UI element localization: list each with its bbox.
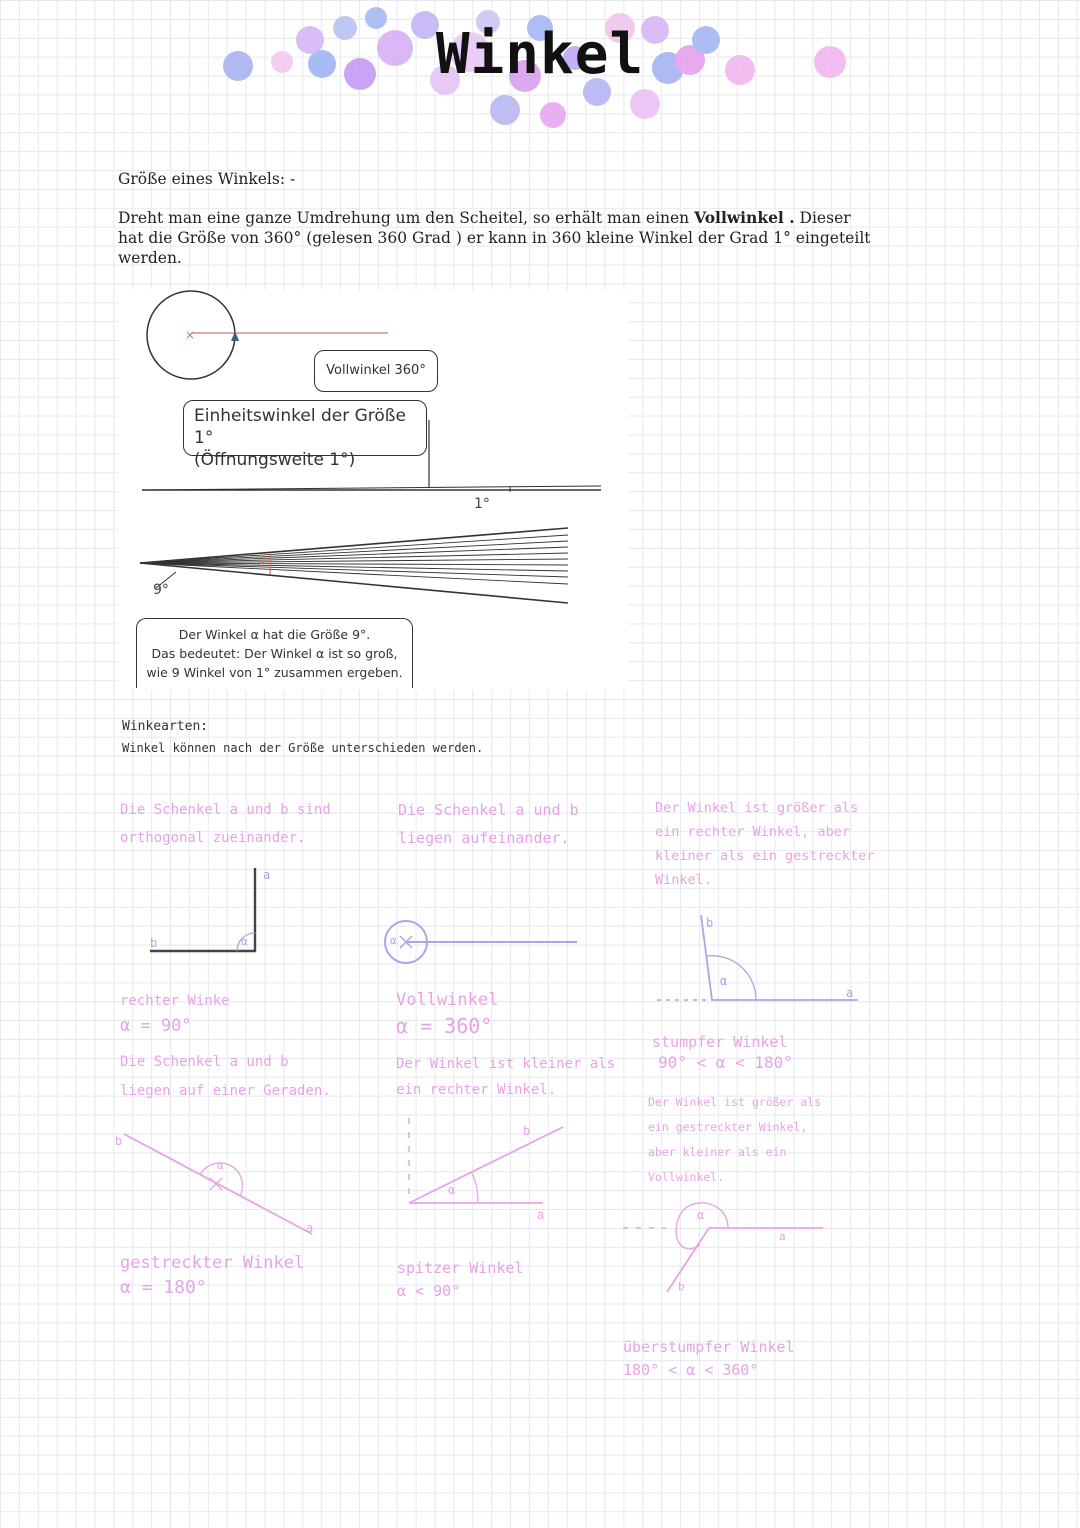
vollwinkel-desc-line2: liegen aufeinander. [398,829,570,847]
stumpfer-name: stumpfer Winkel [652,1033,788,1051]
ueberstumpfer-desc-line4: Vollwinkel. [648,1170,725,1184]
spitzer-label-alpha: α [448,1183,456,1197]
ueberstumpfer-desc-line3: aber kleiner als ein [648,1145,787,1159]
vollwinkel-name: Vollwinkel [396,990,499,1010]
gestreckter-description [120,1048,331,1106]
rechter-formula: α = 90° [120,1016,192,1036]
info-line-1: Der Winkel α hat die Größe 9°. [178,627,371,642]
info-line-2: Das bedeutet: Der Winkel α ist so groß, [151,646,398,661]
straight-angle-diagram [124,1134,312,1234]
full-angle-diagram [385,921,577,963]
spitzer-desc-line1: Der Winkel ist kleiner als [396,1056,616,1072]
einheitswinkel-line2: (Öffnungsweite 1°) [194,450,356,470]
vertex-marker: × [185,328,196,342]
ueberstumpfer-label-a: a [779,1230,786,1243]
gestreckter-label-a: a [306,1221,314,1235]
intro-bold-vollwinkel: Vollwinkel . [694,208,795,227]
page-title: Winkel [435,22,645,87]
ueberstumpfer-name: überstumpfer Winkel [623,1338,795,1356]
stumpfer-label-alpha: α [720,974,728,988]
ueberstumpfer-formula: 180° < α < 360° [623,1361,759,1379]
vollwinkel-label-box: Vollwinkel 360° [314,350,438,392]
vollwinkel-desc-line1: Die Schenkel a und b [398,801,579,819]
spitzer-label-a: a [537,1208,545,1222]
stumpfer-formula: 90° < α < 180° [658,1053,793,1072]
gestreckter-name: gestreckter Winkel [120,1253,305,1273]
ueberstumpfer-label-b: b [678,1280,685,1293]
spitzer-formula: α < 90° [397,1282,461,1300]
gestreckter-label-b: b [115,1134,123,1148]
intro-label: Größe eines Winkels: - [118,170,296,188]
one-degree-label: 1° [474,496,490,512]
ueberstumpfer-description [648,1090,821,1190]
ueberstumpfer-label-alpha: α [697,1208,705,1222]
obtuse-angle-diagram [657,915,858,1000]
rechter-label-alpha: α [241,935,248,948]
rechter-desc-line1: Die Schenkel a und b sind [120,802,331,818]
rechter-label-a: a [263,868,271,882]
alpha-label: α [258,553,267,568]
stumpfer-label-b: b [706,916,714,930]
spitzer-name: spitzer Winkel [397,1259,524,1277]
reflex-angle-diagram [623,1203,823,1292]
einheitswinkel-line1: Einheitswinkel der Größe 1° [194,406,406,448]
gestreckter-desc-line1: Die Schenkel a und b [120,1054,289,1070]
stumpfer-desc-line2: ein rechter Winkel, aber [655,824,851,840]
intro-text-before: Dreht man eine ganze Umdrehung um den Scheitel, so erhält man einen [118,209,695,227]
spitzer-label-b: b [523,1124,531,1138]
spitzer-description [396,1051,615,1103]
winkelarten-subheading: Winkel können nach der Größe unterschieden werden. [122,741,484,755]
rechter-desc-line2: orthogonal zueinander. [120,830,306,846]
stumpfer-desc-line1: Der Winkel ist größer als [655,800,859,816]
spitzer-desc-line2: ein rechter Winkel. [396,1082,557,1098]
gestreckter-formula: α = 180° [120,1277,207,1298]
rechter-label-b: b [150,936,158,950]
winkelarten-heading: Winkearten: [122,719,209,734]
nine-degree-label: 9° [153,582,169,598]
vollwinkel-formula: α = 360° [396,1014,493,1038]
stumpfer-desc-line3: kleiner als ein gestreckter [655,848,875,864]
acute-angle-diagram [409,1118,563,1203]
info-line-3: wie 9 Winkel von 1° zusammen ergeben. [146,665,403,680]
gestreckter-desc-line2: liegen auf einer Geraden. [120,1083,331,1099]
stumpfer-desc-line4: Winkel. [655,872,712,888]
stumpfer-label-a: a [846,986,854,1000]
intro-text-after: Dieser hat die Größe von 360° (gelesen 360 Grad ) er kann in 360 kleine Winkel der Grad 1° eingeteilt werden. [118,209,871,267]
gestreckter-label-alpha: α [217,1159,224,1172]
vollwinkel-label-alpha: α [390,934,397,947]
rechter-name: rechter Winke [120,993,230,1009]
ueberstumpfer-desc-line1: Der Winkel ist größer als [648,1095,822,1109]
ueberstumpfer-desc-line2: ein gestreckter Winkel, [648,1120,808,1134]
